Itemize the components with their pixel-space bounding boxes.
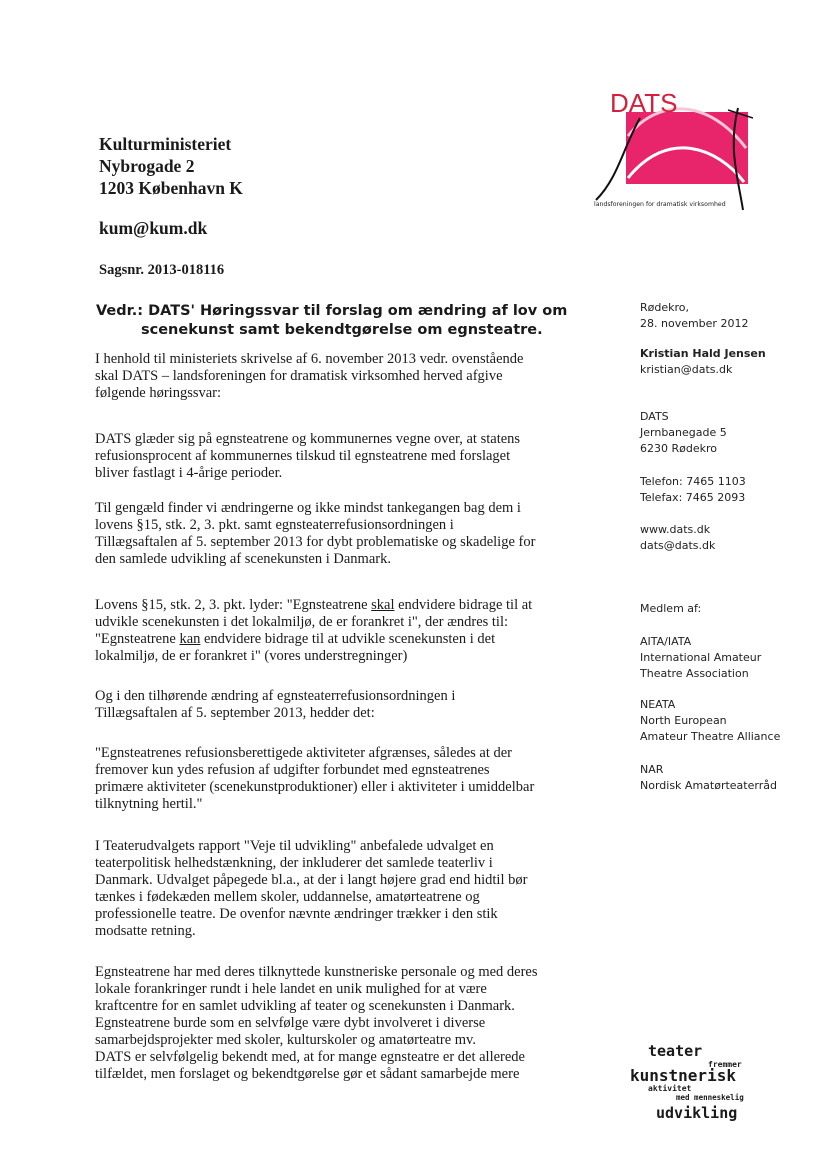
text-line: professionelle teatre. De ovenfor nævnte ændringer trækker i den stik [95, 906, 498, 922]
membership-name: Amateur Theatre Alliance [640, 730, 781, 743]
membership-abbr: AITA/IATA [640, 635, 692, 648]
sidebar-contact [640, 346, 766, 378]
membership-abbr: NAR [640, 763, 664, 776]
text-line [95, 631, 579, 648]
subject-line-1: Vedr.: DATS' Høringssvar til forslag om ændring af lov om [96, 303, 568, 319]
text-line: lovens §15, stk. 2, 3. pkt. samt egnsteaterrefusionsordningen i [95, 517, 454, 533]
text-line: bliver fastlagt i 4-årige perioder. [95, 465, 283, 481]
text-line: tilfældet, men forslaget og bekendtgørelse gør et sådant samarbejde mere [95, 1066, 520, 1082]
text-line: følgende høringssvar: [95, 385, 222, 401]
text-line: teaterpolitisk helhedstænkning, der inkluderer det samlede teaterliv i [95, 855, 493, 871]
text-span: Lovens §15, stk. 2, 3. pkt. lyder: "Egnsteatrene [95, 597, 372, 613]
sidebar-web [640, 522, 715, 554]
text-line: DATS er selvfølgelig bekendt med, at for mange egnsteatre er det allerede [95, 1049, 525, 1065]
recipient-name: Kulturministeriet [99, 134, 232, 154]
fax-number: Telefax: 7465 2093 [640, 491, 746, 504]
contact-email[interactable]: kristian@dats.dk [640, 363, 733, 376]
text-line: Og i den tilhørende ændring af egnsteaterrefusionsordningen i [95, 688, 456, 704]
sidebar-date: 28. november 2012 [640, 317, 749, 330]
paragraph-4 [95, 597, 579, 665]
underlined-skal: skal [371, 597, 395, 613]
logo-subtitle: landsforeningen for dramatisk virksomhed [594, 201, 726, 208]
contact-name: Kristian Hald Jensen [640, 347, 766, 360]
membership-abbr: NEATA [640, 698, 676, 711]
text-line: refusionsprocent af kommunernes tilskud til egnsteatrene med forslaget [95, 448, 511, 464]
dats-logo [588, 88, 753, 216]
paragraph-7 [95, 838, 579, 940]
text-line: DATS glæder sig på egnsteatrene og kommunernes vegne over, at statens [95, 431, 521, 447]
paragraph-1 [95, 351, 579, 402]
sidebar-phone [640, 474, 746, 506]
text-line: I henhold til ministeriets skrivelse af 6. november 2013 vedr. ovenstående [95, 351, 524, 367]
sidebar-address [640, 409, 727, 457]
member-label: Medlem af: [640, 602, 702, 615]
paragraph-5 [95, 688, 579, 722]
website-link[interactable]: www.dats.dk [640, 523, 711, 536]
phone-number: Telefon: 7465 1103 [640, 475, 746, 488]
text-line: "Egnsteatrenes refusionsberettigede aktiviteter afgrænses, således at der [95, 745, 512, 761]
sidebar-place: Rødekro, [640, 301, 690, 314]
text-line: Tillægsaftalen af 5. september 2013, hedder det: [95, 705, 375, 721]
tagline-word: udvikling [656, 1104, 738, 1122]
paragraph-3 [95, 500, 579, 568]
text-line: lokale forankringer rundt i hele landet en unik mulighed for at være [95, 981, 487, 997]
text-line: udvikle scenekunsten i det lokalmiljø, de er forankret i", der ændres til: [95, 614, 509, 630]
membership-aita [640, 634, 761, 682]
membership-name: International Amateur [640, 651, 762, 664]
org-name: DATS [640, 410, 669, 423]
subject-heading [96, 302, 606, 340]
text-line: tænkes i fødekæden mellem skoler, uddannelse, amatørteatrene og [95, 889, 480, 905]
text-line: samarbejdsprojekter med skoler, kulturskoler og amatørteatre mv. [95, 1032, 476, 1048]
tagline-word: fremmer [708, 1060, 742, 1069]
text-line: I Teaterudvalgets rapport "Veje til udvikling" anbefalede udvalget en [95, 838, 494, 854]
text-span: endvidere bidrage til at [394, 597, 533, 613]
tagline [618, 1038, 768, 1128]
text-line: Egnsteatrene burde som en selvfølge være dybt involveret i diverse [95, 1015, 486, 1031]
text-line: Til gengæld finder vi ændringerne og ikke mindst tankegangen bag dem i [95, 500, 521, 516]
tagline-word: kunstnerisk [630, 1066, 736, 1085]
logo-text: DATS [610, 88, 678, 118]
text-line: fremover kun ydes refusion af udgifter forbundet med egnsteatrenes [95, 762, 490, 778]
text-line: lokalmiljø, de er forankret i" (vores understregninger) [95, 648, 408, 664]
recipient-address [99, 133, 243, 199]
subject-line-2: scenekunst samt bekendtgørelse om egnsteatre. [141, 322, 543, 338]
text-line: den samlede udvikling af scenekunsten i Danmark. [95, 551, 391, 567]
text-line: Danmark. Udvalget påpegede bl.a., at der i langt højere grad end hidtil bør [95, 872, 528, 888]
recipient-street: Nybrogade 2 [99, 156, 195, 176]
text-line: skal DATS – landsforeningen for dramatisk virksomhed herved afgive [95, 368, 503, 384]
paragraph-6-quote [95, 745, 579, 813]
text-line: primære aktiviteter (scenekunstproduktioner) eller i aktiviteter i umiddelbar [95, 779, 535, 795]
recipient-email[interactable]: kum@kum.dk [99, 218, 208, 238]
underlined-kan: kan [179, 631, 201, 647]
org-email-link[interactable]: dats@dats.dk [640, 539, 716, 552]
membership-name: North European [640, 714, 727, 727]
org-street: Jernbanegade 5 [640, 426, 727, 439]
text-line: tilknytning hertil." [95, 796, 203, 812]
membership-nar [640, 762, 777, 794]
membership-name: Nordisk Amatørteaterråd [640, 779, 777, 792]
paragraph-2 [95, 431, 579, 482]
text-line: Egnsteatrene har med deres tilknyttede kunstneriske personale og med deres [95, 964, 538, 980]
text-line: Tillægsaftalen af 5. september 2013 for dybt problematiske og skadelige for [95, 534, 536, 550]
paragraph-8 [95, 964, 579, 1083]
tagline-word: aktivitet [648, 1084, 692, 1093]
text-line: kraftcentre for en samlet udvikling af teater og scenekunsten i Danmark. [95, 998, 515, 1014]
case-number: Sagsnr. 2013-018116 [99, 262, 225, 278]
text-line [95, 597, 579, 614]
text-line: modsatte retning. [95, 923, 196, 939]
recipient-city: 1203 København K [99, 178, 243, 198]
sidebar-date-block [640, 300, 748, 332]
org-city: 6230 Rødekro [640, 442, 717, 455]
membership-neata [640, 697, 780, 745]
text-span: "Egnsteatrene [95, 631, 180, 647]
text-span: endvidere bidrage til at udvikle scenekunsten i det [200, 631, 496, 647]
tagline-word: teater [648, 1042, 703, 1060]
membership-name: Theatre Association [640, 667, 749, 680]
tagline-word: med menneskelig [676, 1093, 744, 1102]
dats-logo-graphic [588, 88, 753, 216]
